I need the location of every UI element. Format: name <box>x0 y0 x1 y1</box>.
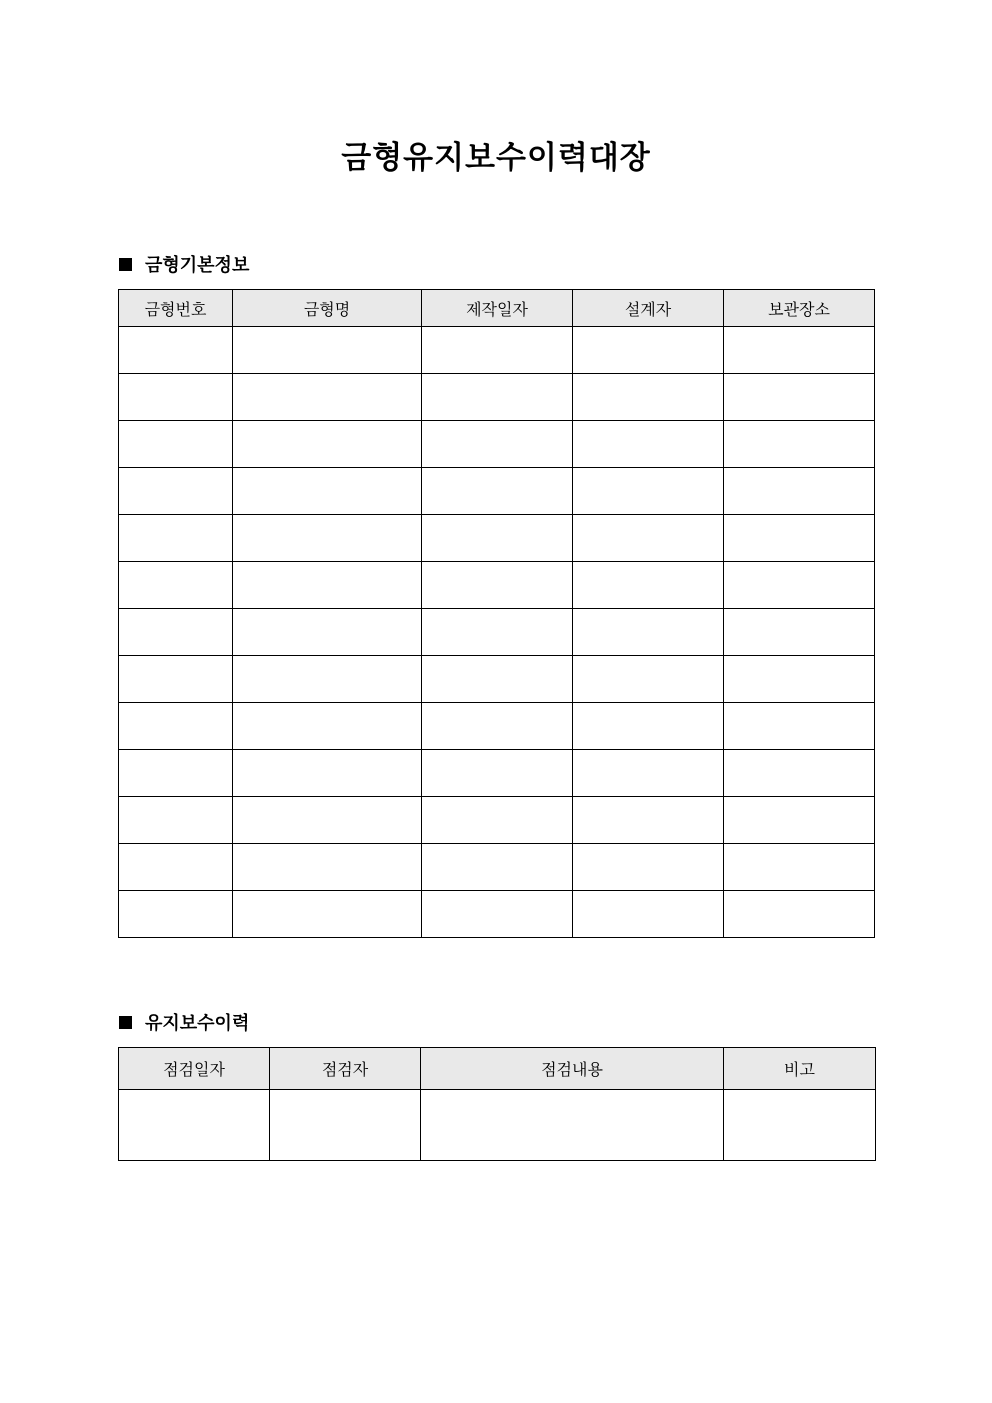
table-cell[interactable] <box>422 562 573 609</box>
square-bullet-icon <box>119 1016 132 1029</box>
table-cell[interactable] <box>724 844 875 891</box>
table-cell[interactable] <box>422 703 573 750</box>
table-cell[interactable] <box>119 515 233 562</box>
table-cell[interactable] <box>233 421 422 468</box>
table-cell[interactable] <box>573 468 724 515</box>
table-cell[interactable] <box>422 750 573 797</box>
table-cell[interactable] <box>573 327 724 374</box>
table-cell[interactable] <box>422 609 573 656</box>
table-row <box>119 703 875 750</box>
table-cell[interactable] <box>233 515 422 562</box>
table-cell[interactable] <box>724 421 875 468</box>
table-cell[interactable] <box>573 844 724 891</box>
table-cell[interactable] <box>573 515 724 562</box>
table-cell[interactable] <box>573 703 724 750</box>
table-cell[interactable] <box>724 468 875 515</box>
column-header-storage-location: 보관장소 <box>724 290 875 327</box>
table-cell[interactable] <box>233 374 422 421</box>
table-cell[interactable] <box>422 468 573 515</box>
section-heading-label: 금형기본정보 <box>145 255 250 276</box>
section-heading-label: 유지보수이력 <box>145 1013 250 1034</box>
table-cell[interactable] <box>233 844 422 891</box>
table-cell[interactable] <box>724 609 875 656</box>
table-cell[interactable] <box>573 421 724 468</box>
table-cell[interactable] <box>724 327 875 374</box>
table-cell[interactable] <box>233 468 422 515</box>
table-cell[interactable] <box>724 515 875 562</box>
column-header-mold-name: 금형명 <box>233 290 422 327</box>
column-header-manufacture-date: 제작일자 <box>422 290 573 327</box>
table-row <box>119 374 875 421</box>
table-cell[interactable] <box>573 609 724 656</box>
square-bullet-icon <box>119 258 132 271</box>
table-cell[interactable] <box>724 891 875 938</box>
table-cell[interactable] <box>724 656 875 703</box>
table-cell[interactable] <box>422 797 573 844</box>
table-cell[interactable] <box>119 797 233 844</box>
table-row <box>119 515 875 562</box>
table-cell[interactable] <box>422 656 573 703</box>
table-cell[interactable] <box>119 656 233 703</box>
table-cell[interactable] <box>422 515 573 562</box>
column-header-inspector: 점검자 <box>270 1048 421 1090</box>
table-cell[interactable] <box>233 656 422 703</box>
table-cell[interactable] <box>119 844 233 891</box>
document-title: 금형유지보수이력대장 <box>341 140 651 176</box>
table-cell[interactable] <box>724 1090 876 1161</box>
section-heading-basic-info <box>119 252 249 276</box>
column-header-inspection-details: 점검내용 <box>421 1048 724 1090</box>
table-cell[interactable] <box>119 703 233 750</box>
table-cell[interactable] <box>233 797 422 844</box>
table-cell[interactable] <box>421 1090 724 1161</box>
table-cell[interactable] <box>573 891 724 938</box>
table-cell[interactable] <box>119 468 233 515</box>
table-cell[interactable] <box>119 421 233 468</box>
table-cell[interactable] <box>422 327 573 374</box>
table-cell[interactable] <box>422 891 573 938</box>
table-cell[interactable] <box>573 374 724 421</box>
table-cell[interactable] <box>422 844 573 891</box>
table-cell[interactable] <box>573 797 724 844</box>
table-row <box>119 891 875 938</box>
table-cell[interactable] <box>724 374 875 421</box>
table-cell[interactable] <box>119 750 233 797</box>
table-row <box>119 844 875 891</box>
maintenance-history-table <box>118 1047 876 1161</box>
table-cell[interactable] <box>119 609 233 656</box>
table-cell[interactable] <box>422 421 573 468</box>
table-row <box>119 327 875 374</box>
table-cell[interactable] <box>119 327 233 374</box>
table-cell[interactable] <box>724 703 875 750</box>
table-row <box>119 1090 876 1161</box>
table-row <box>119 562 875 609</box>
column-header-remarks: 비고 <box>724 1048 876 1090</box>
table-header-row <box>119 290 875 327</box>
table-cell[interactable] <box>422 374 573 421</box>
table-row <box>119 421 875 468</box>
table-cell[interactable] <box>573 562 724 609</box>
table-cell[interactable] <box>119 562 233 609</box>
basic-info-table <box>118 289 875 938</box>
column-header-designer: 설계자 <box>573 290 724 327</box>
table-cell[interactable] <box>119 374 233 421</box>
column-header-mold-number: 금형번호 <box>119 290 233 327</box>
table-row <box>119 609 875 656</box>
table-row <box>119 797 875 844</box>
column-header-inspection-date: 점검일자 <box>119 1048 270 1090</box>
table-cell[interactable] <box>573 750 724 797</box>
table-row <box>119 656 875 703</box>
table-cell[interactable] <box>233 703 422 750</box>
table-cell[interactable] <box>119 1090 270 1161</box>
section-heading-maintenance-history <box>119 1010 249 1034</box>
table-cell[interactable] <box>119 891 233 938</box>
table-cell[interactable] <box>724 797 875 844</box>
table-cell[interactable] <box>724 562 875 609</box>
table-cell[interactable] <box>573 656 724 703</box>
table-cell[interactable] <box>270 1090 421 1161</box>
table-row <box>119 750 875 797</box>
table-cell[interactable] <box>233 750 422 797</box>
table-cell[interactable] <box>233 609 422 656</box>
table-row <box>119 468 875 515</box>
table-cell[interactable] <box>233 891 422 938</box>
table-cell[interactable] <box>724 750 875 797</box>
table-cell[interactable] <box>233 327 422 374</box>
table-cell[interactable] <box>233 562 422 609</box>
table-header-row <box>119 1048 876 1090</box>
